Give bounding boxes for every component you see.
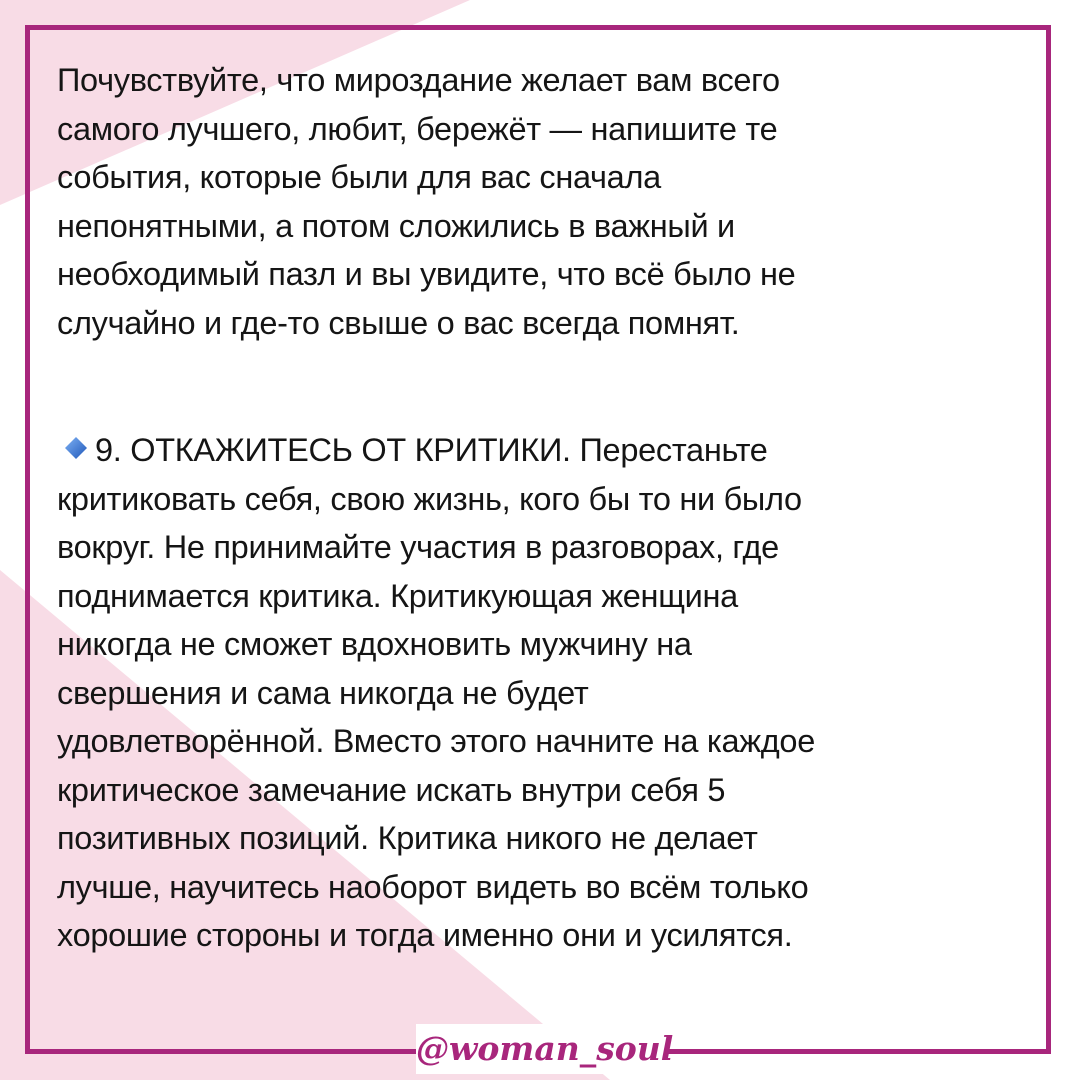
paragraph-line: непонятными, а потом сложились в важный и [57,207,735,244]
paragraph-line: события, которые были для вас сначала [57,159,661,195]
paragraph-line: критиковать себя, свою жизнь, кого бы то ни было [57,480,802,517]
paragraph-line: свершения и сама никогда не будет [57,674,589,711]
paragraph-2 [57,426,1037,960]
paragraph-line: никогда не сможет вдохновить мужчину на [57,626,692,662]
paragraph-line: критическое замечание искать внутри себя 5 [57,771,726,808]
paragraph-line: позитивных позиций. Критика никого не делает [57,820,758,856]
paragraph-1 [57,56,1017,347]
paragraph-line: лучше, научитесь наоборот видеть во всём только [57,868,809,905]
paragraph-line: необходимый пазл и вы увидите, что всё было не [57,256,796,292]
author-handle[interactable]: @woman_soul [416,1024,664,1074]
paragraph-line: 9. ОТКАЖИТЕСЬ ОТ КРИТИКИ. Перестаньте [95,432,768,468]
paragraph-line: вокруг. Не принимайте участия в разговорах, где [57,529,779,565]
paragraph-line: удовлетворённой. Вместо этого начните на каждое [57,723,815,759]
paragraph-line: случайно и где-то свыше о вас всегда помнят. [57,304,740,341]
paragraph-line: поднимается критика. Критикующая женщина [57,577,738,614]
blue-diamond-icon [65,437,87,459]
paragraph-line: самого лучшего, любит, бережёт — напишите те [57,110,778,147]
paragraph-line: Почувствуйте, что мироздание желает вам всего [57,62,780,98]
paragraph-heading-line [57,426,1037,475]
paragraph-line: хорошие стороны и тогда именно они и усилятся. [57,917,793,953]
